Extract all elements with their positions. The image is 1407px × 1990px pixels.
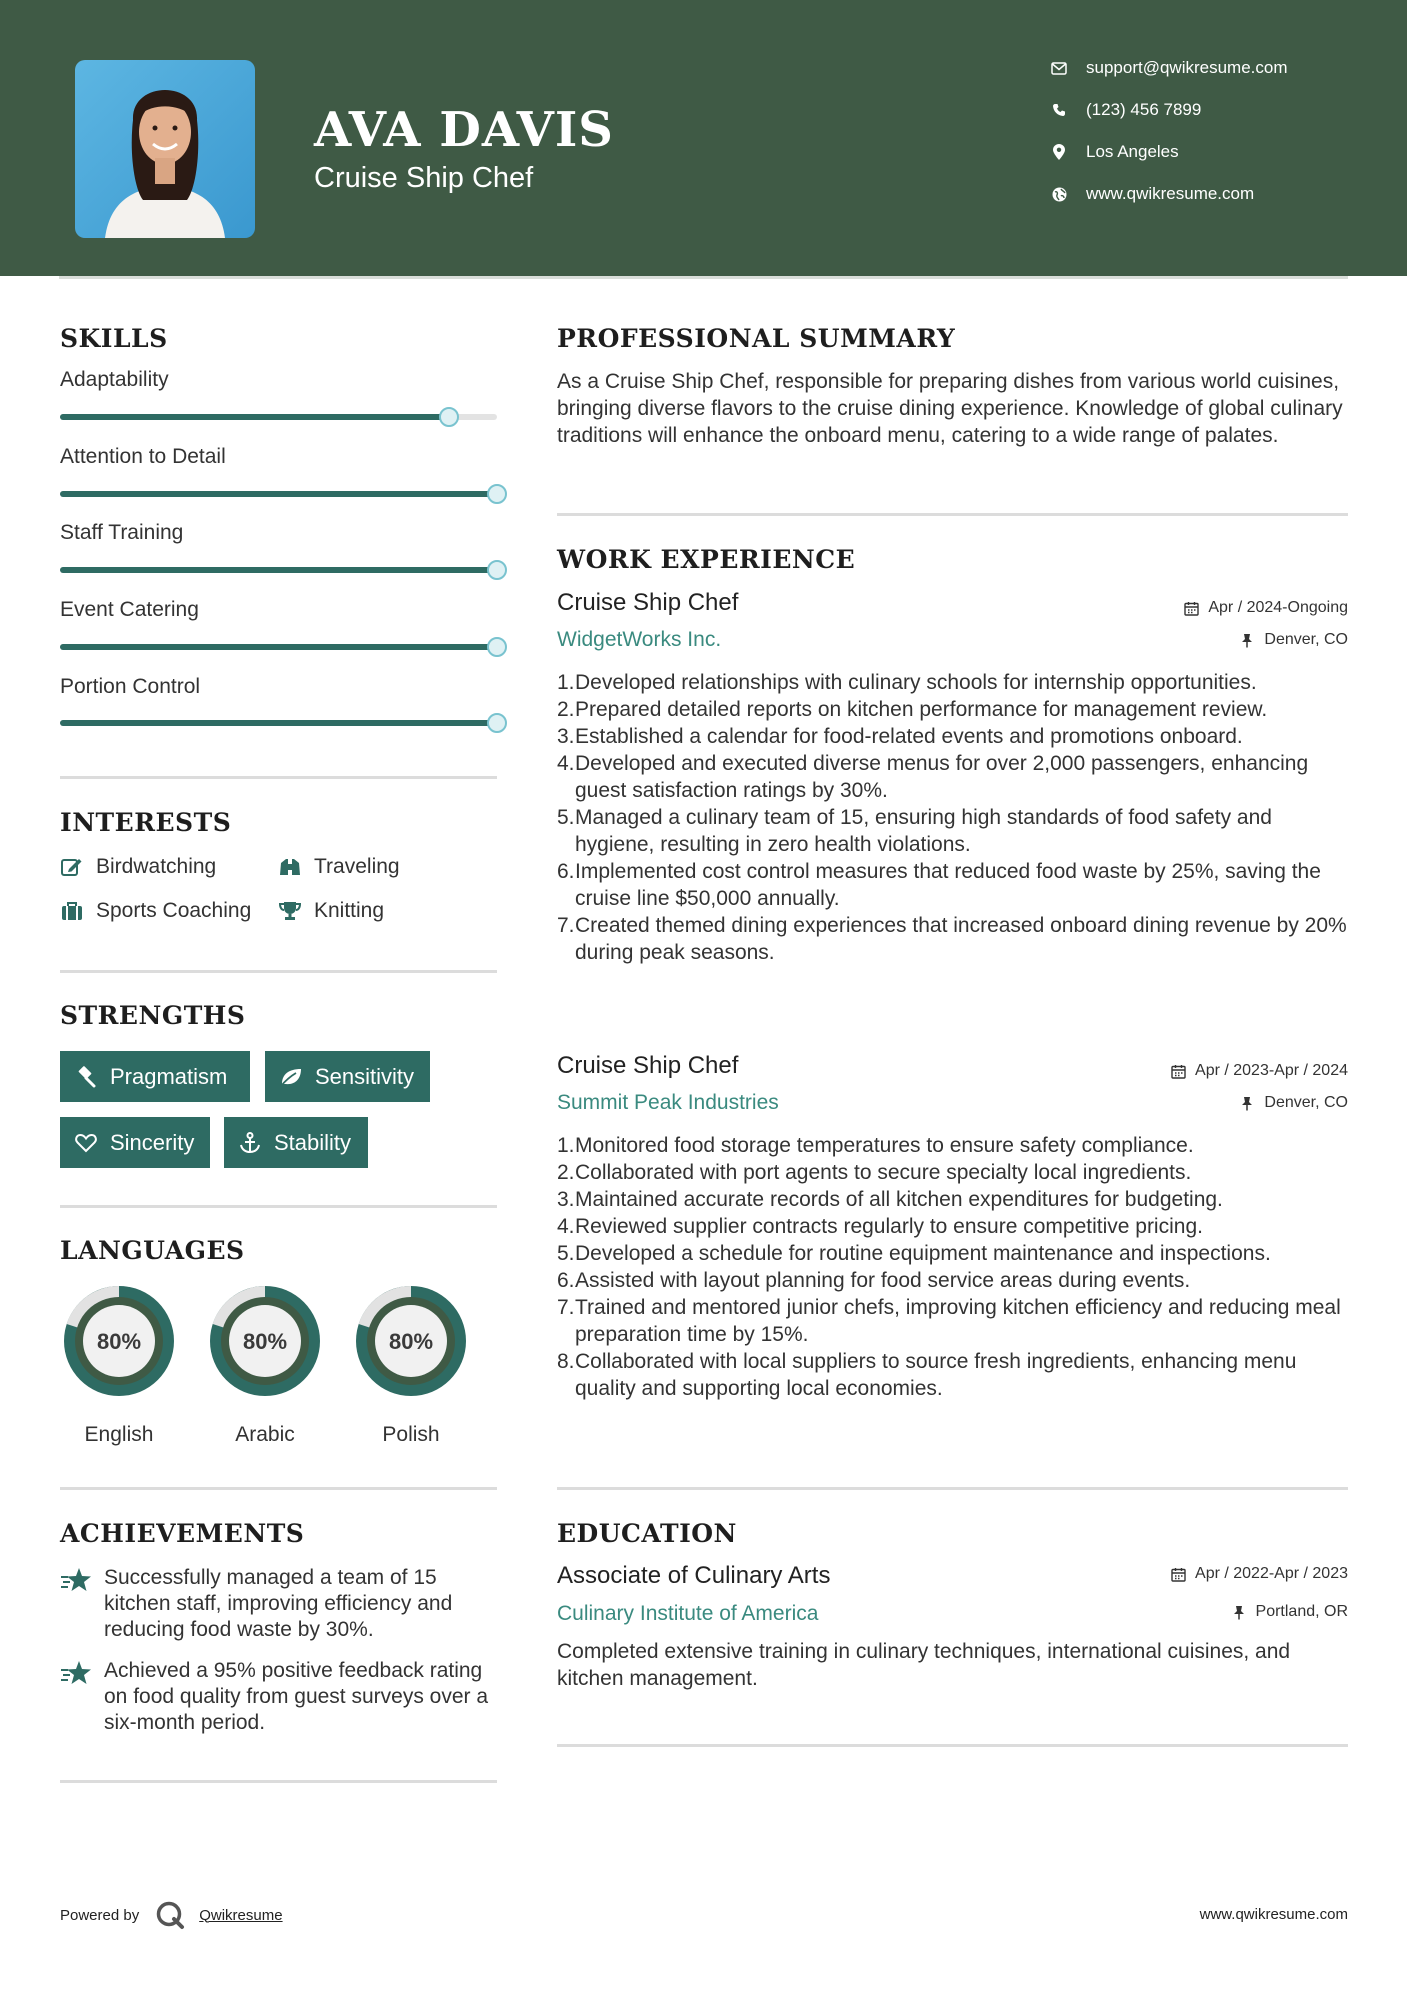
language-progress-ring xyxy=(204,1280,326,1402)
list-item: 7. Created themed dining experiences that increased onboard dining revenue by 20% during peak seasons. xyxy=(557,914,1347,964)
job-dates xyxy=(1170,1062,1348,1080)
section-divider xyxy=(60,1487,497,1490)
skill-bar xyxy=(60,644,497,650)
edit-icon xyxy=(60,856,84,878)
job-location xyxy=(1239,631,1348,649)
leaf-icon xyxy=(279,1065,303,1089)
skill-bar-knob xyxy=(487,484,507,504)
section-divider xyxy=(60,1780,497,1783)
skill-bar-knob xyxy=(487,560,507,580)
job-bullet-list xyxy=(557,1132,1347,1402)
pushpin-icon xyxy=(1239,1095,1255,1111)
list-item: 3. Established a calendar for food-related events and promotions onboard. xyxy=(557,725,1243,748)
strength-badge xyxy=(224,1117,368,1168)
achievement-text: Successfully managed a team of 15 kitchen staff, improving efficiency and reducing food waste by 30%. xyxy=(104,1566,453,1641)
list-item: 2. Collaborated with port agents to secure specialty local ingredients. xyxy=(557,1161,1192,1184)
strength-label: Sincerity xyxy=(110,1129,195,1155)
qwikresume-logo-icon xyxy=(155,1900,185,1930)
job-location-text: Denver, CO xyxy=(1264,631,1348,648)
list-item: 4. Developed and executed diverse menus for over 2,000 passengers, enhancing guest satisfaction ratings by 30%. xyxy=(557,752,1309,802)
interest-item xyxy=(60,855,216,879)
job-dates xyxy=(1183,599,1348,617)
strengths-heading: STRENGTHS xyxy=(60,1001,246,1030)
pushpin-icon xyxy=(1239,632,1255,648)
calendar-icon xyxy=(1170,1063,1186,1079)
company-name: WidgetWorks Inc. xyxy=(557,628,722,651)
interest-label: Birdwatching xyxy=(96,855,217,878)
skill-label: Event Catering xyxy=(60,598,199,621)
list-item: 5. Developed a schedule for routine equipment maintenance and inspections. xyxy=(557,1242,1271,1265)
list-item: 7. Trained and mentored junior chefs, improving kitchen efficiency and reducing meal preparation time by 15%. xyxy=(557,1296,1341,1346)
language-name: Arabic xyxy=(235,1423,295,1446)
calendar-icon xyxy=(1183,600,1199,616)
language-item xyxy=(58,1280,180,1447)
strength-badge xyxy=(60,1117,210,1168)
profile-photo xyxy=(75,60,255,238)
list-item: 5. Managed a culinary team of 15, ensuring high standards of food safety and hygiene, resulting in zero health violations. xyxy=(557,806,1272,856)
footer-powered-by xyxy=(60,1900,283,1930)
binoculars-icon xyxy=(278,856,302,878)
job-bullet-list xyxy=(557,669,1347,966)
contact-email[interactable] xyxy=(1050,58,1288,78)
skill-bar-fill xyxy=(60,414,449,420)
skill-bar-fill xyxy=(60,567,497,573)
contact-email-text: support@qwikresume.com xyxy=(1086,58,1288,77)
company-name: Summit Peak Industries xyxy=(557,1091,779,1114)
powered-by-text: Powered by xyxy=(60,1906,140,1924)
skill-bar-fill xyxy=(60,491,497,497)
achievements-heading: ACHIEVEMENTS xyxy=(60,1519,305,1548)
interest-label: Traveling xyxy=(314,855,400,878)
education-dates xyxy=(1170,1565,1348,1583)
list-item: 1. Developed relationships with culinary schools for internship opportunities. xyxy=(557,671,1257,694)
section-divider xyxy=(60,776,497,779)
skill-label: Adaptability xyxy=(60,368,169,391)
skill-bar-fill xyxy=(60,720,497,726)
degree-title: Associate of Culinary Arts xyxy=(557,1562,831,1589)
list-item: 2. Prepared detailed reports on kitchen performance for management review. xyxy=(557,698,1268,721)
skill-bar xyxy=(60,720,497,726)
trophy-icon xyxy=(278,900,302,922)
interest-item xyxy=(60,899,251,923)
list-item: 1. Monitored food storage temperatures to ensure safety compliance. xyxy=(557,1134,1194,1157)
skill-label: Staff Training xyxy=(60,521,184,544)
contact-location-text: Los Angeles xyxy=(1086,142,1179,161)
heart-icon xyxy=(74,1131,98,1155)
job-location xyxy=(1239,1094,1348,1112)
pushpin-icon xyxy=(1231,1604,1247,1620)
contact-website-text: www.qwikresume.com xyxy=(1086,184,1255,203)
section-divider xyxy=(60,1205,497,1208)
education-dates-text: Apr / 2022-Apr / 2023 xyxy=(1195,1565,1348,1582)
achievement-text: Achieved a 95% positive feedback rating on food quality from guest surveys over a six-month period. xyxy=(104,1659,489,1734)
language-item xyxy=(204,1280,326,1447)
list-item: 4. Reviewed supplier contracts regularly to ensure competitive pricing. xyxy=(557,1215,1203,1238)
education-location xyxy=(1231,1603,1348,1621)
phone-icon xyxy=(1050,101,1068,119)
skill-label: Portion Control xyxy=(60,675,201,698)
skill-bar xyxy=(60,414,497,420)
language-percent: 80% xyxy=(96,1329,142,1354)
section-divider xyxy=(557,1487,1348,1490)
achievement-item xyxy=(60,1658,500,1736)
candidate-name: AVA DAVIS xyxy=(314,102,614,158)
list-item: 3. Maintained accurate records of all kitchen expenditures for budgeting. xyxy=(557,1188,1223,1211)
anchor-icon xyxy=(238,1131,262,1155)
skill-bar-knob xyxy=(487,637,507,657)
experience-heading: WORK EXPERIENCE xyxy=(557,545,856,574)
interests-heading: INTERESTS xyxy=(60,808,232,837)
strength-label: Sensitivity xyxy=(315,1063,415,1089)
section-divider xyxy=(557,513,1348,516)
interest-item xyxy=(278,855,400,879)
briefcase-icon xyxy=(60,900,84,922)
achievement-item xyxy=(60,1565,500,1643)
language-item xyxy=(350,1280,472,1447)
footer-website[interactable]: www.qwikresume.com xyxy=(1199,1906,1348,1923)
languages-heading: LANGUAGES xyxy=(60,1236,245,1265)
contact-phone-text: (123) 456 7899 xyxy=(1086,100,1202,119)
skill-bar-knob xyxy=(487,713,507,733)
gavel-icon xyxy=(74,1065,98,1089)
list-item: 8. Collaborated with local suppliers to source fresh ingredients, enhancing menu quality and supporting local economies. xyxy=(557,1350,1297,1400)
strength-badge xyxy=(265,1051,430,1102)
education-description: Completed extensive training in culinary techniques, international cuisines, and kitchen management. xyxy=(557,1640,1291,1690)
strength-label: Stability xyxy=(274,1129,352,1155)
interest-item xyxy=(278,899,384,923)
interest-label: Sports Coaching xyxy=(96,899,252,922)
language-name: English xyxy=(84,1423,154,1446)
summary-text: As a Cruise Ship Chef, responsible for preparing dishes from various world cuisines, bringing diverse flavors to the cruise dining experience. Knowledge of global culinary traditions will enhance the onboard menu, catering to a wide range of palates. xyxy=(557,370,1343,447)
list-item: 6. Assisted with layout planning for food service areas during events. xyxy=(557,1269,1191,1292)
skill-bar-fill xyxy=(60,644,497,650)
job-title: Cruise Ship Chef xyxy=(557,589,739,616)
contact-location xyxy=(1050,142,1179,162)
job-dates-text: Apr / 2023-Apr / 2024 xyxy=(1195,1062,1348,1079)
job-title: Cruise Ship Chef xyxy=(557,1052,739,1079)
list-item: 6. Implemented cost control measures that reduced food waste by 25%, saving the cruise line $50,000 annually. xyxy=(557,860,1321,910)
strength-label: Pragmatism xyxy=(110,1063,228,1089)
contact-website[interactable] xyxy=(1050,184,1254,204)
header-divider xyxy=(59,276,1348,279)
skills-heading: SKILLS xyxy=(60,324,168,353)
skill-bar xyxy=(60,567,497,573)
school-name: Culinary Institute of America xyxy=(557,1602,819,1625)
star-icon xyxy=(60,1660,94,1736)
job-location-text: Denver, CO xyxy=(1264,1094,1348,1111)
language-name: Polish xyxy=(382,1423,440,1446)
skill-bar-knob xyxy=(439,407,459,427)
language-progress-ring xyxy=(58,1280,180,1402)
brand-link[interactable]: Qwikresume xyxy=(199,1906,283,1924)
education-heading: EDUCATION xyxy=(557,1519,737,1548)
contact-phone[interactable] xyxy=(1050,100,1201,120)
job-dates-text: Apr / 2024-Ongoing xyxy=(1208,599,1348,616)
section-divider xyxy=(60,970,497,973)
summary-heading: PROFESSIONAL SUMMARY xyxy=(557,324,956,353)
language-progress-ring xyxy=(350,1280,472,1402)
skill-label: Attention to Detail xyxy=(60,445,226,468)
envelope-icon xyxy=(1050,59,1068,77)
section-divider xyxy=(557,1744,1348,1747)
skill-bar xyxy=(60,491,497,497)
calendar-icon xyxy=(1170,1566,1186,1582)
language-percent: 80% xyxy=(388,1329,434,1354)
candidate-title: Cruise Ship Chef xyxy=(314,162,534,194)
language-percent: 80% xyxy=(242,1329,288,1354)
interest-label: Knitting xyxy=(314,899,385,922)
education-location-text: Portland, OR xyxy=(1255,1603,1348,1620)
strength-badge xyxy=(60,1051,250,1102)
globe-icon xyxy=(1050,185,1068,203)
star-icon xyxy=(60,1567,94,1643)
map-marker-icon xyxy=(1050,143,1068,161)
